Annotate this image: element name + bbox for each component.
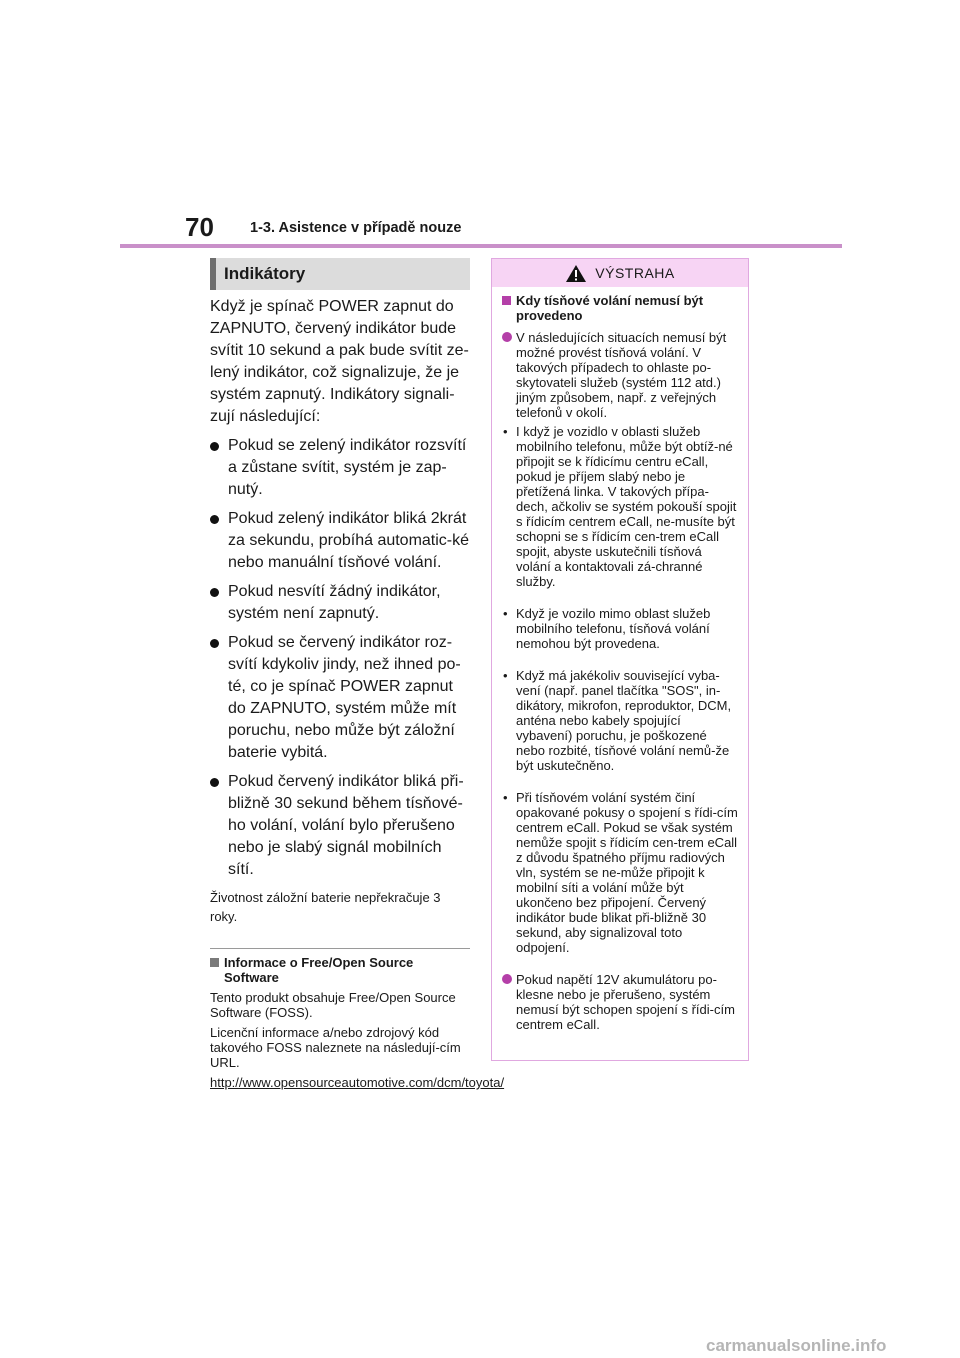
list-item: Pokud červený indikátor bliká při-bližně 30 sekund během tísňové-ho volání, volání bylo přerušeno nebo je slabý signál mobilních sítí.	[210, 771, 470, 881]
section-title: 1-3. Asistence v případě nouze	[250, 220, 462, 236]
list-item: Pokud se červený indikátor roz-svítí kdykoliv jindy, než ihned po-té, co je spínač POWER zapnut do ZAPNUTO, systém může mít poruchu, nebo může být záložní baterie vybitá.	[210, 632, 470, 764]
left-column	[210, 258, 505, 1090]
list-item: Pokud se zelený indikátor rozsvítí a zůstane svítit, systém je zap-nutý.	[210, 435, 470, 501]
warning-header	[492, 259, 748, 287]
warning-title: VÝSTRAHA	[595, 265, 675, 281]
warning-lead: V následujících situacích nemusí být možné provést tísňová volání. V takových případech to ohlaste po-skytovateli služeb (systém 112 atd.) jiným způsobem, např. z veřejných telefonů v okolí.	[502, 330, 738, 420]
page-number: 70	[185, 212, 214, 242]
list-item: Pokud nesvítí žádný indikátor, systém není zapnutý.	[210, 581, 470, 625]
list-item: • Při tísňovém volání systém činí opakované pokusy o spojení s řídi-cím centrem eCall. Pokud se však systém nemůže spojit s řídicím cen-trem eCall z důvodu špatného příjmu radiových vln, systém se ne-může připojit k mobilní síti a volání může být ukončeno bez připojení. Červený indikátor bude blikat při-bližně 30 sekund, aby signalizoval toto odpojení.	[502, 790, 738, 955]
watermark: carmanualsonline.info	[706, 1336, 887, 1355]
list-item: • Když je vozilo mimo oblast služeb mobilního telefonu, tísňová volání nemohou být provedena.	[502, 606, 738, 651]
intro-paragraph: Když je spínač POWER zapnut do ZAPNUTO, červený indikátor bude svítit 10 sekund a pak bude svítit ze-lený indikátor, což signalizuje, že je systém zapnutý. Indikátory signali-zují následující:	[210, 298, 469, 425]
foss-text: Tento produkt obsahuje Free/Open Source Software (FOSS).	[210, 990, 456, 1020]
warning-triangle-icon	[565, 264, 587, 283]
battery-note: Životnost záložní baterie nepřekračuje 3 roky.	[210, 890, 441, 924]
indicator-list	[210, 435, 470, 881]
warning-list	[502, 424, 738, 955]
warning-final: Pokud napětí 12V akumulátoru po-klesne nebo je přerušeno, systém nemusí být schopen spojení s řídi-cím centrem eCall.	[502, 972, 738, 1032]
foss-url-link[interactable]: http://www.opensourceautomotive.com/dcm/toyota/	[210, 1075, 505, 1090]
list-item: • Když má jakékoliv související vyba-vení (např. panel tlačítka "SOS", in-dikátory, mikrofon, reproduktor, DCM, anténa nebo kabely spojující vybavení) poruchu, je poškozené nebo rozbité, tísňové volání nemů-že být uskutečněno.	[502, 668, 738, 773]
foss-heading: Informace o Free/Open Source Software	[210, 955, 470, 985]
header-rule	[120, 244, 842, 248]
warning-body	[492, 287, 748, 1032]
list-item: Pokud zelený indikátor bliká 2krát za sekundu, probíhá automatic-ké nebo manuální tísňové volání.	[210, 508, 470, 574]
warning-box	[491, 258, 749, 1061]
foss-license-text: Licenční informace a/nebo zdrojový kód takového FOSS naleznete na následují-cím URL.	[210, 1025, 461, 1070]
divider	[210, 948, 470, 949]
warning-subheading: Kdy tísňové volání nemusí být provedeno	[502, 293, 738, 323]
indicators-heading: Indikátory	[210, 258, 470, 290]
list-item: • I když je vozidlo v oblasti služeb mobilního telefonu, může být obtíž-né připojit se k řídicímu centru eCall, pokud je příjem slabý nebo je přetížená linka. V takových přípa-dech, ačkoliv se systém pokouší spojit s řídicím centrem eCall, ne-musíte být schopni se s řídicím cen-trem eCall spojit, abyste uskutečnili tísňová volání a kontaktovali zá-chranné služby.	[502, 424, 738, 589]
